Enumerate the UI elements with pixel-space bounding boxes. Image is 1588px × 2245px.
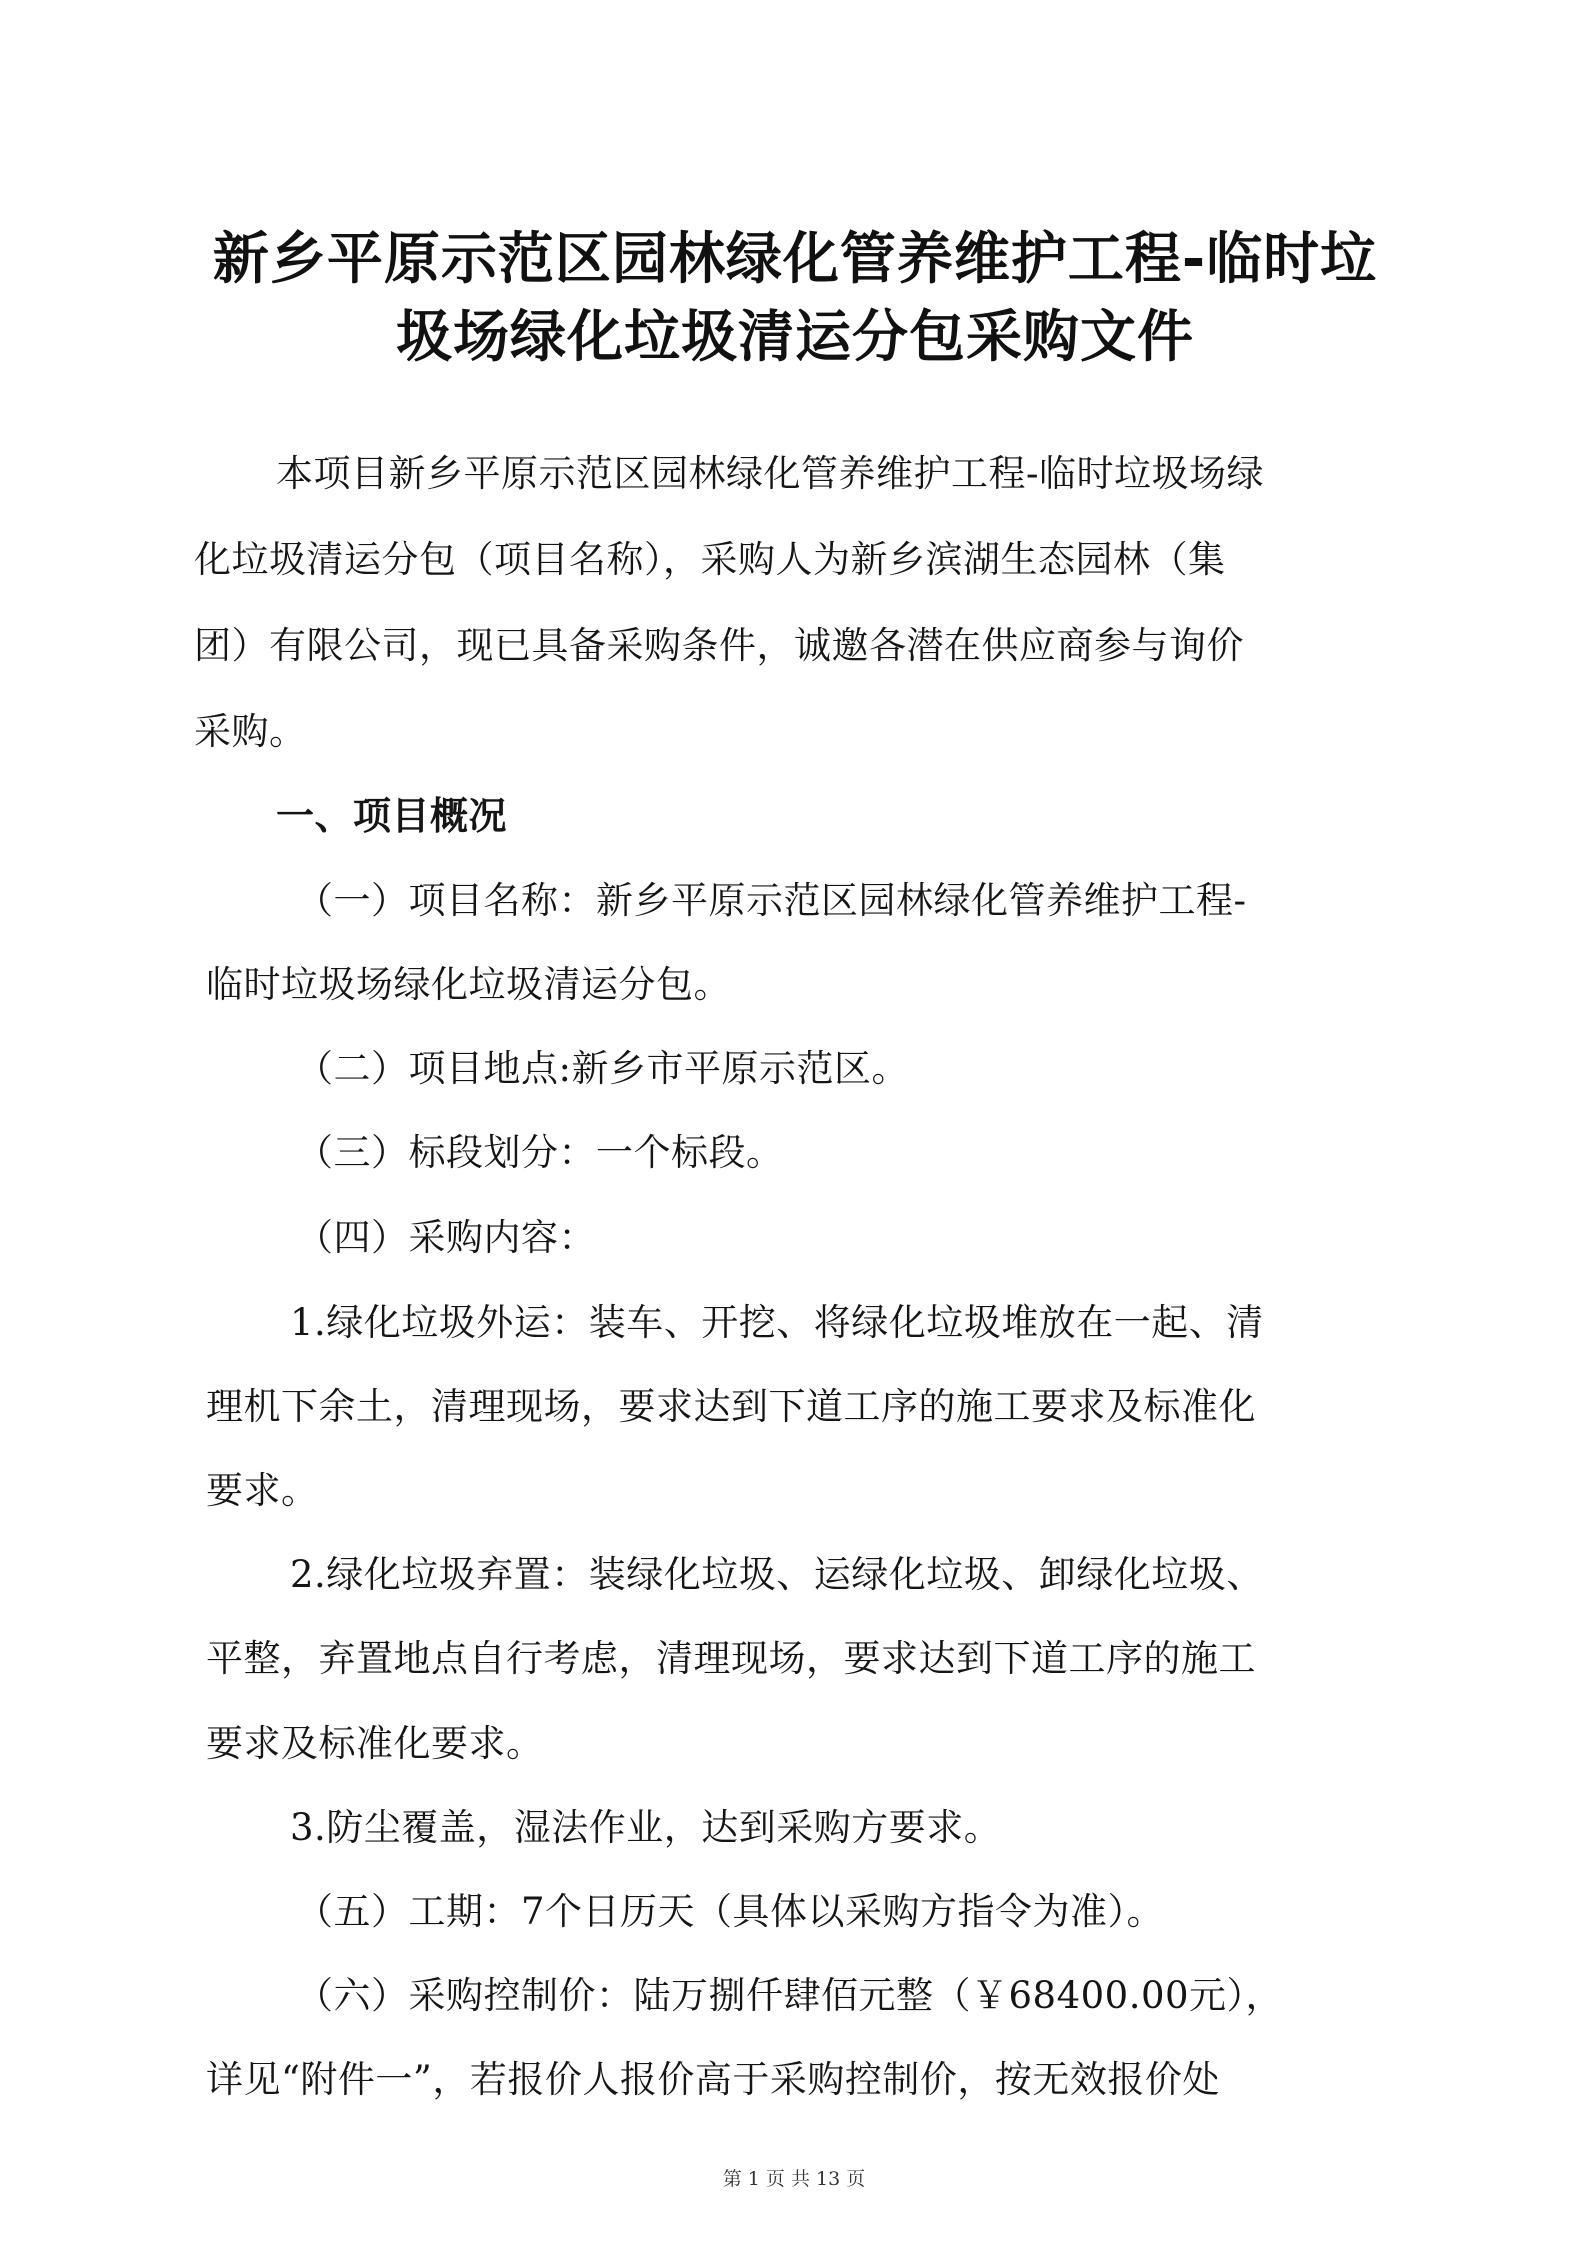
content-2-line-3: 要求及标准化要求。 — [206, 1722, 544, 1765]
item-lot-division: （三）标段划分：一个标段。 — [296, 1131, 784, 1174]
content-1-line-1: 1.绿化垃圾外运：装车、开挖、将绿化垃圾堆放在一起、清 — [290, 1301, 1264, 1344]
document-title-line-1: 新乡平原示范区园林绿化管养维护工程-临时垃 — [212, 227, 1378, 292]
item-project-name-line-2: 临时垃圾场绿化垃圾清运分包。 — [206, 963, 731, 1006]
content-3-line: 3.防尘覆盖，湿法作业，达到采购方要求。 — [290, 1806, 1002, 1849]
item-project-name-line-1: （一）项目名称：新乡平原示范区园林绿化管养维护工程- — [296, 879, 1247, 922]
intro-line-2: 化垃圾清运分包（项目名称），采购人为新乡滨湖生态园林（集 — [194, 538, 1226, 581]
content-1-line-3: 要求。 — [206, 1469, 319, 1512]
item-construction-period: （五）工期：7个日历天（具体以采购方指令为准）。 — [296, 1890, 1165, 1933]
item-project-location: （二）项目地点:新乡市平原示范区。 — [296, 1047, 909, 1090]
intro-line-1: 本项目新乡平原示范区园林绿化管养维护工程-临时垃圾场绿 — [276, 452, 1265, 495]
content-2-line-2: 平整，弃置地点自行考虑，清理现场，要求达到下道工序的施工 — [206, 1637, 1256, 1680]
page-number-footer: 第 1 页 共 13 页 — [722, 2168, 866, 2190]
document-title-line-2: 圾场绿化垃圾清运分包采购文件 — [396, 305, 1194, 370]
content-2-line-1: 2.绿化垃圾弃置：装绿化垃圾、运绿化垃圾、卸绿化垃圾、 — [290, 1553, 1264, 1596]
intro-line-4: 采购。 — [194, 710, 307, 753]
content-1-line-2: 理机下余土，清理现场，要求达到下道工序的施工要求及标准化 — [206, 1385, 1256, 1428]
section-heading-project-overview: 一、项目概况 — [276, 794, 508, 838]
item-control-price-line-2: 详见“附件一”，若报价人报价高于采购控制价，按无效报价处 — [206, 2058, 1220, 2101]
item-procurement-content: （四）采购内容： — [296, 1216, 596, 1259]
item-control-price-line-1: （六）采购控制价：陆万捌仟肆佰元整（￥68400.00元）， — [296, 1974, 1284, 2017]
intro-line-3: 团）有限公司，现已具备采购条件，诚邀各潜在供应商参与询价 — [194, 624, 1244, 667]
